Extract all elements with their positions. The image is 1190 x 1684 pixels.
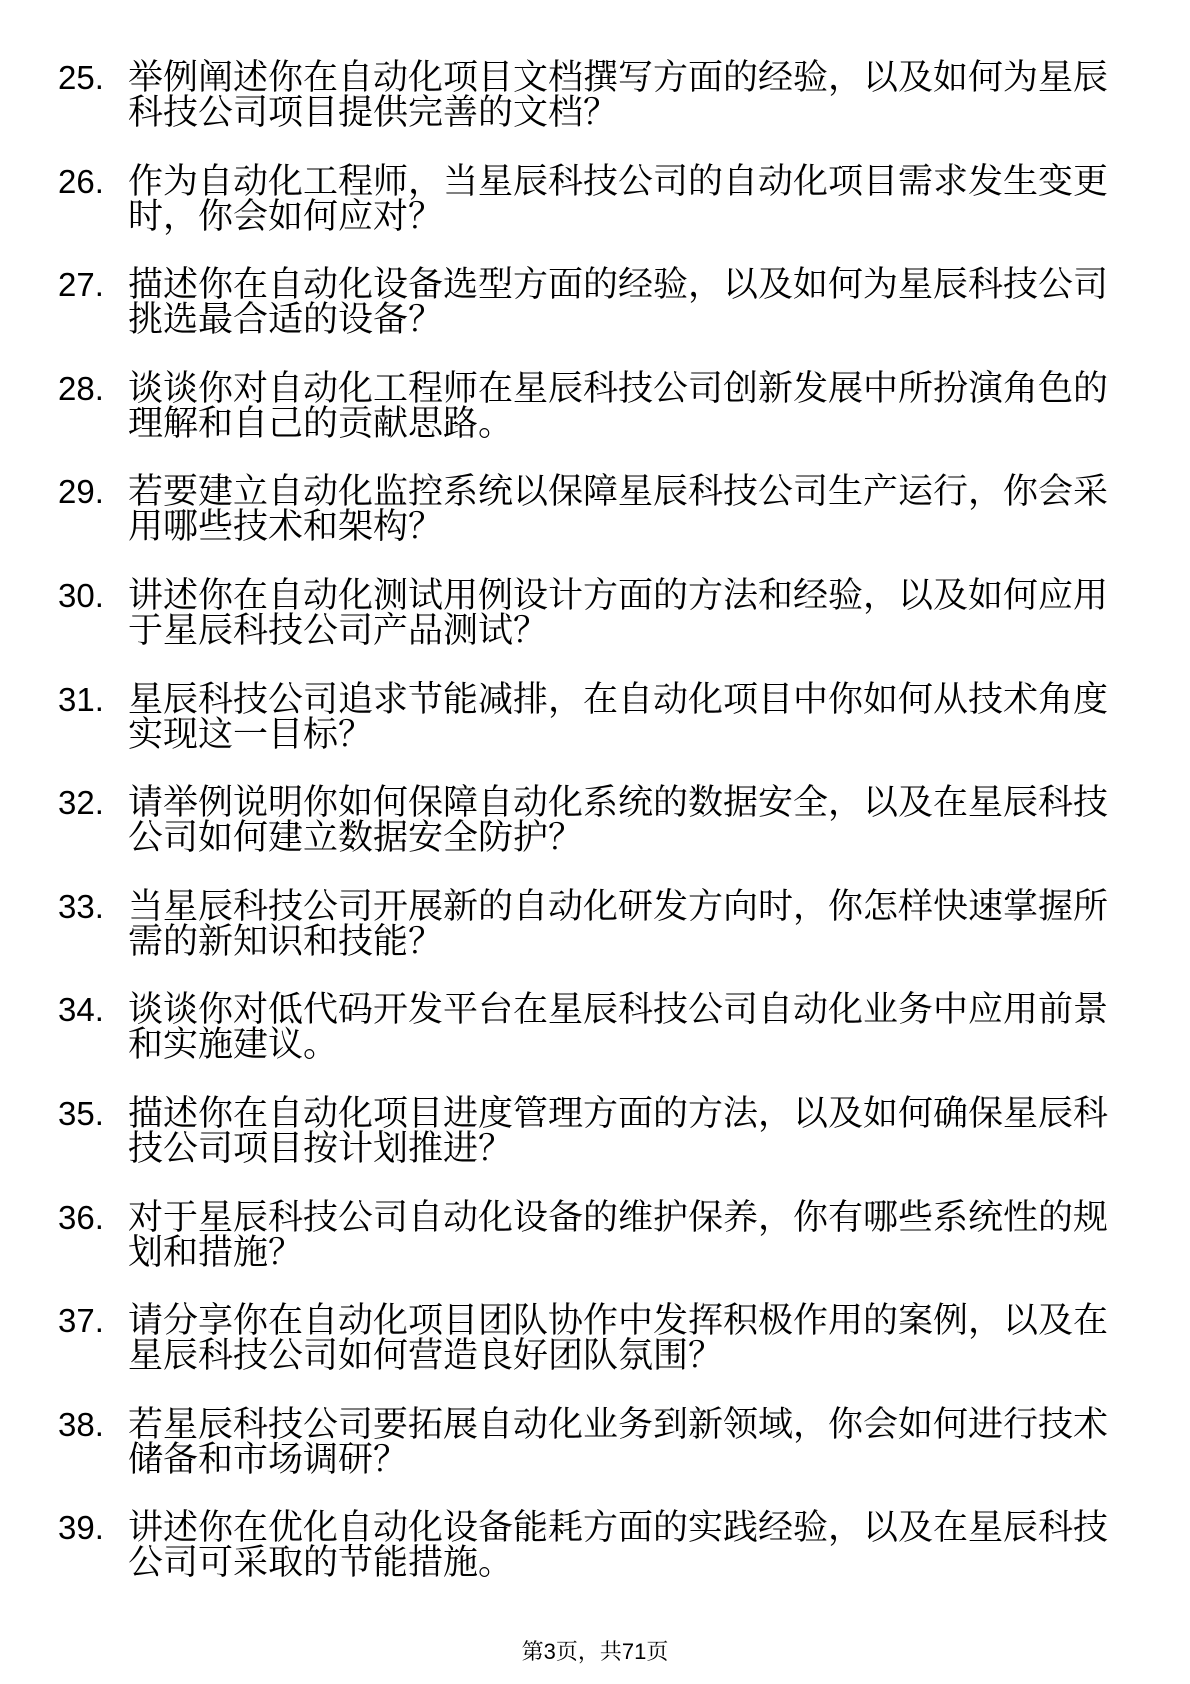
question-item — [0, 368, 1190, 443]
question-line: 请分享你在自动化项目团队协作中发挥积极作用的案例，以及在 — [128, 1301, 1109, 1341]
question-number: 39. — [58, 1509, 104, 1547]
question-item — [0, 1404, 1190, 1479]
question-item — [0, 472, 1190, 547]
question-line: 讲述你在优化自动化设备能耗方面的实践经验，以及在星辰科技 — [128, 1508, 1109, 1548]
question-number: 30. — [58, 576, 104, 614]
page-footer: 第3页，共71页 — [521, 1639, 669, 1664]
question-number: 26. — [58, 162, 104, 200]
question-number: 34. — [58, 991, 104, 1029]
question-line: 需的新知识和技能？ — [128, 921, 444, 961]
question-number: 28. — [58, 369, 104, 407]
question-text — [128, 990, 1118, 1065]
question-text — [128, 783, 1118, 858]
question-line: 描述你在自动化项目进度管理方面的方法，以及如何确保星辰科 — [128, 1093, 1109, 1133]
question-item — [0, 886, 1190, 961]
question-line: 理解和自己的贡献思路。 — [128, 403, 514, 443]
question-line: 用哪些技术和架构？ — [128, 507, 444, 547]
question-item — [0, 265, 1190, 340]
question-item — [0, 990, 1190, 1065]
question-number: 38. — [58, 1405, 104, 1443]
question-line: 储备和市场调研？ — [128, 1439, 409, 1479]
question-line: 星辰科技公司追求节能减排，在自动化项目中你如何从技术角度 — [128, 679, 1109, 719]
question-text — [128, 679, 1118, 754]
question-line: 若星辰科技公司要拓展自动化业务到新领域，你会如何进行技术 — [128, 1404, 1109, 1444]
question-line: 请举例说明你如何保障自动化系统的数据安全，以及在星辰科技 — [128, 783, 1109, 823]
question-line: 实现这一目标？ — [128, 714, 374, 754]
question-text — [128, 575, 1118, 650]
question-item — [0, 161, 1190, 236]
question-text — [128, 1197, 1118, 1272]
question-number: 25. — [58, 59, 104, 96]
question-line: 和实施建议。 — [128, 1025, 339, 1065]
question-number: 27. — [58, 266, 104, 304]
question-item — [0, 60, 1190, 130]
question-number: 36. — [58, 1198, 104, 1236]
question-line: 挑选最合适的设备？ — [128, 300, 444, 340]
question-text — [128, 1301, 1118, 1376]
question-number: 35. — [58, 1094, 104, 1132]
question-text — [128, 1508, 1118, 1583]
question-line: 若要建立自动化监控系统以保障星辰科技公司生产运行，你会采 — [128, 472, 1109, 512]
question-number: 37. — [58, 1302, 104, 1340]
question-line: 谈谈你对低代码开发平台在星辰科技公司自动化业务中应用前景 — [128, 990, 1109, 1030]
question-item — [0, 1093, 1190, 1168]
question-line: 公司可采取的节能措施。 — [128, 1543, 514, 1583]
question-number: 31. — [58, 680, 104, 718]
question-line: 科技公司项目提供完善的文档？ — [128, 93, 619, 132]
question-line: 谈谈你对自动化工程师在星辰科技公司创新发展中所扮演角色的 — [128, 368, 1109, 408]
question-line: 当星辰科技公司开展新的自动化研发方向时，你怎样快速掌握所 — [128, 886, 1109, 926]
question-list — [0, 58, 1190, 1583]
question-line: 划和措施？ — [128, 1232, 304, 1272]
question-item — [0, 783, 1190, 858]
question-line: 作为自动化工程师，当星辰科技公司的自动化项目需求发生变更 — [128, 161, 1109, 201]
question-text — [128, 368, 1118, 443]
question-item — [0, 1301, 1190, 1376]
question-text — [128, 161, 1118, 236]
question-line: 星辰科技公司如何营造良好团队氛围？ — [128, 1336, 724, 1376]
question-item — [0, 679, 1190, 754]
question-text — [128, 265, 1118, 340]
question-item — [0, 575, 1190, 650]
question-text — [128, 472, 1118, 547]
question-line: 公司如何建立数据安全防护？ — [128, 818, 584, 858]
question-text — [128, 886, 1118, 961]
question-text — [128, 60, 1118, 130]
question-line: 时，你会如何应对？ — [128, 196, 444, 236]
question-line: 举例阐述你在自动化项目文档撰写方面的经验，以及如何为星辰 — [128, 58, 1109, 97]
question-line: 技公司项目按计划推进？ — [128, 1128, 514, 1168]
question-line: 对于星辰科技公司自动化设备的维护保养，你有哪些系统性的规 — [128, 1197, 1109, 1237]
question-number: 33. — [58, 887, 104, 925]
question-line: 描述你在自动化设备选型方面的经验，以及如何为星辰科技公司 — [128, 265, 1109, 305]
question-text — [128, 1404, 1118, 1479]
question-item — [0, 1508, 1190, 1583]
question-line: 讲述你在自动化测试用例设计方面的方法和经验，以及如何应用 — [128, 575, 1109, 615]
question-item — [0, 1197, 1190, 1272]
question-number: 32. — [58, 784, 104, 822]
question-text — [128, 1093, 1118, 1168]
question-number: 29. — [58, 473, 104, 511]
question-line: 于星辰科技公司产品测试？ — [128, 610, 549, 650]
